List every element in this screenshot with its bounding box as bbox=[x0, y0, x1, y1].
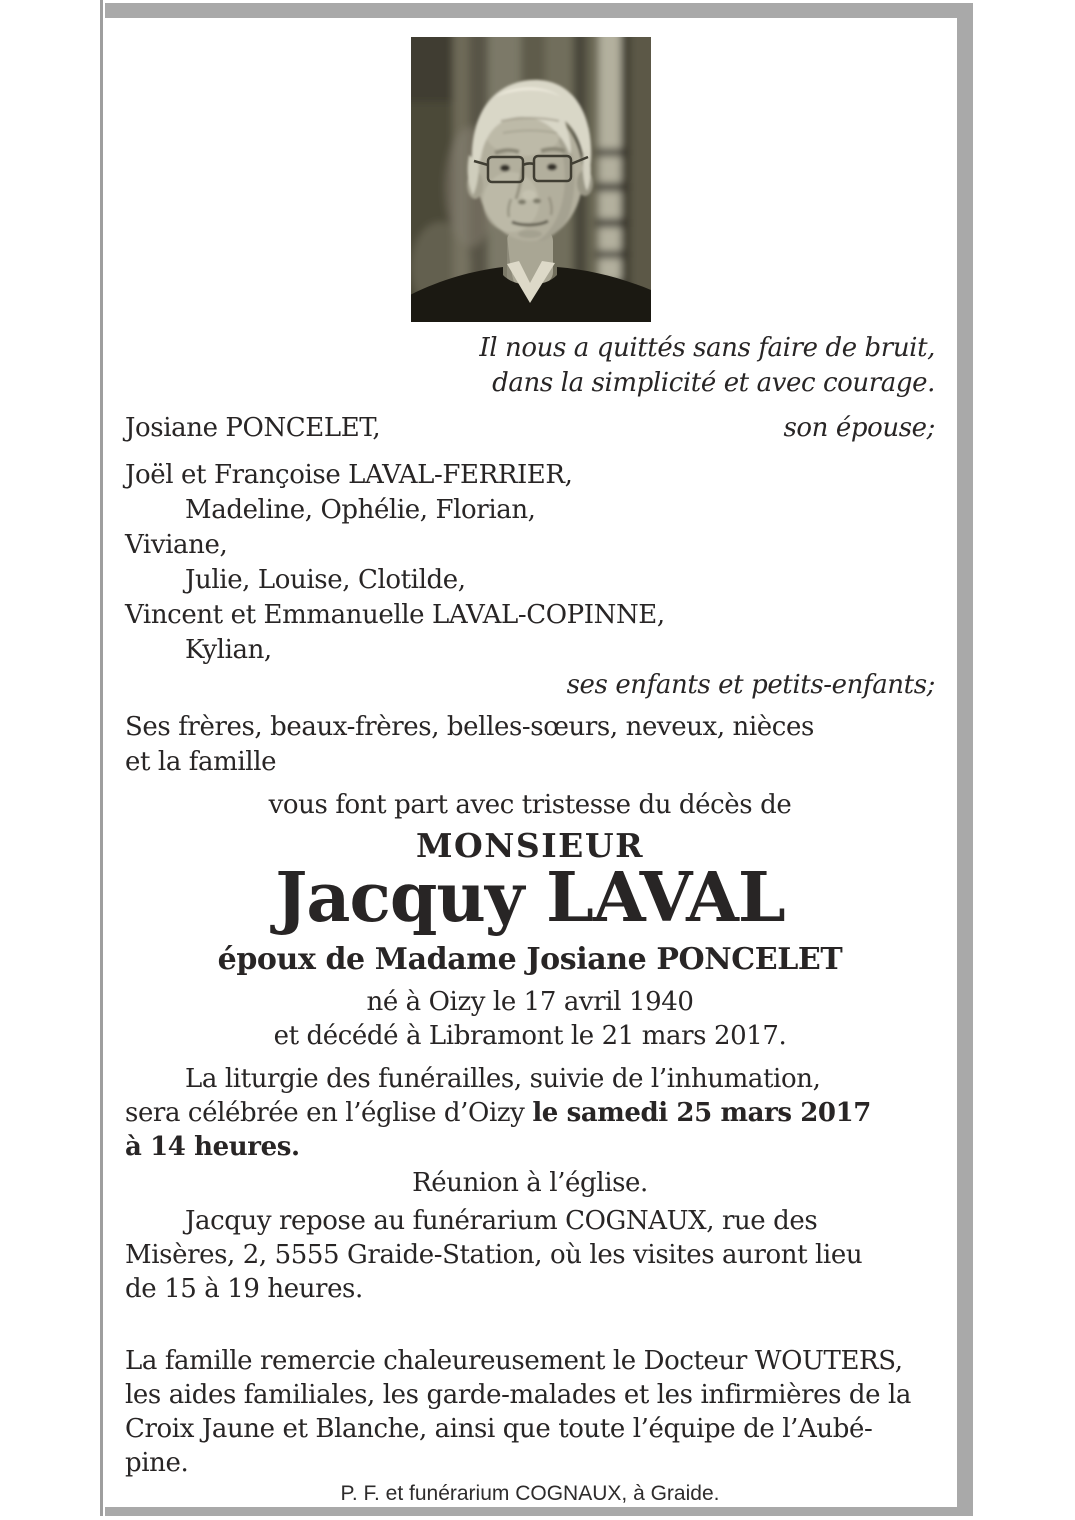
spouse-of-line: époux de Madame Josiane PONCELET bbox=[217, 942, 843, 977]
family-line: Joël et Françoise LAVAL-FERRIER, bbox=[125, 460, 573, 490]
children-caption: ses enfants et petits-enfants; bbox=[566, 670, 935, 700]
repose-paragraph bbox=[125, 1204, 935, 1306]
bottom-frame-bar bbox=[105, 1507, 957, 1516]
thanks-line: Croix Jaune et Blanche, ainsi que toute l’équipe de l’Aubé- bbox=[125, 1414, 873, 1444]
funeral-line: sera célébrée en l’église d’Oizy le samedi 25 mars 2017 bbox=[125, 1098, 871, 1128]
portrait-eye-left bbox=[500, 165, 510, 172]
relatives bbox=[125, 710, 935, 780]
left-scan-rule bbox=[100, 0, 103, 1516]
announcement: vous font part avec tristesse du décès de bbox=[268, 790, 792, 820]
spouse-relation: son épouse; bbox=[783, 413, 935, 443]
family-line: Vincent et Emmanuelle LAVAL-COPINNE, bbox=[125, 600, 665, 630]
thanks-line: les aides familiales, les garde-malades et les infirmières de la bbox=[125, 1380, 911, 1410]
deceased-name: Jacquy LAVAL bbox=[275, 858, 785, 938]
funeral-home-credit: P. F. et funérarium COGNAUX, à Graide. bbox=[340, 1482, 720, 1505]
epitaph-line: Il nous a quittés sans faire de bruit, bbox=[479, 333, 935, 363]
repose-line: Jacquy repose au funérarium COGNAUX, rue des bbox=[185, 1206, 818, 1236]
relatives-line: Ses frères, beaux-frères, belles-sœurs, neveux, nièces bbox=[125, 712, 814, 742]
repose-line: de 15 à 19 heures. bbox=[125, 1274, 363, 1304]
family-list bbox=[125, 458, 935, 668]
right-frame-bar bbox=[957, 3, 973, 1516]
deceased-photo bbox=[411, 37, 651, 322]
family-line: Madeline, Ophélie, Florian, bbox=[185, 495, 536, 525]
epitaph bbox=[125, 331, 935, 401]
thanks-line: La famille remercie chaleureusement le Docteur WOUTERS, bbox=[125, 1346, 903, 1376]
portrait-eye-right bbox=[547, 164, 557, 171]
death-line: et décédé à Libramont le 21 mars 2017. bbox=[273, 1021, 787, 1051]
spouse-name: Josiane PONCELET, bbox=[125, 413, 381, 443]
funeral-paragraph bbox=[125, 1062, 935, 1164]
honorific: MONSIEUR bbox=[415, 826, 645, 865]
meeting-line: Réunion à l’église. bbox=[412, 1168, 648, 1198]
thanks-paragraph bbox=[125, 1344, 935, 1480]
epitaph-line: dans la simplicité et avec courage. bbox=[492, 368, 935, 398]
funeral-line: La liturgie des funérailles, suivie de l’inhumation, bbox=[185, 1064, 821, 1094]
family-line: Kylian, bbox=[185, 635, 272, 665]
birth-line: né à Oizy le 17 avril 1940 bbox=[366, 987, 694, 1017]
top-frame-bar bbox=[105, 3, 973, 18]
family-line: Viviane, bbox=[125, 530, 228, 560]
thanks-line: pine. bbox=[125, 1448, 189, 1478]
spouse-row bbox=[125, 411, 935, 445]
relatives-line: et la famille bbox=[125, 747, 277, 777]
funeral-line: à 14 heures. bbox=[125, 1132, 300, 1162]
repose-line: Misères, 2, 5555 Graide-Station, où les visites auront lieu bbox=[125, 1240, 863, 1270]
family-line: Julie, Louise, Clotilde, bbox=[185, 565, 466, 595]
